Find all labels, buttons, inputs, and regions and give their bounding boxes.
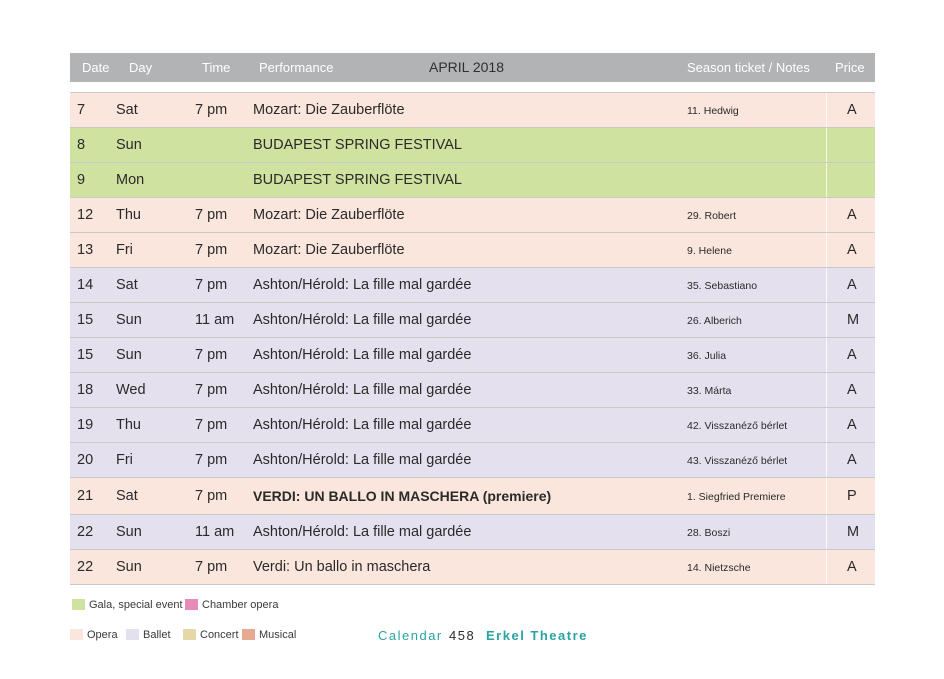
performance-cell: Ashton/Hérold: La fille mal gardée (253, 452, 472, 468)
note-cell: 35. Sebastiano (687, 280, 758, 292)
header-month: APRIL 2018 (429, 59, 504, 75)
legend-opera: Opera (87, 629, 118, 641)
table-header (70, 53, 875, 82)
time-cell: 7 pm (195, 207, 228, 223)
legend-gala: Gala, special event (89, 599, 183, 611)
price-cell: A (847, 452, 857, 468)
price-cell: M (847, 524, 860, 540)
day-cell: Fri (116, 242, 133, 258)
price-column-divider (826, 268, 827, 302)
date-cell: 12 (77, 207, 94, 223)
price-cell: A (847, 417, 857, 433)
table-row (70, 128, 875, 163)
note-cell: 11. Hedwig (687, 105, 739, 117)
date-cell: 8 (77, 137, 86, 153)
performance-cell: BUDAPEST SPRING FESTIVAL (253, 172, 462, 188)
header-date: Date (82, 60, 110, 75)
time-cell: 7 pm (195, 417, 228, 433)
time-cell: 7 pm (195, 277, 228, 293)
time-cell: 7 pm (195, 102, 228, 118)
price-column-divider (826, 373, 827, 407)
footer-section: Calendar (378, 628, 443, 643)
price-cell: M (847, 312, 860, 328)
date-cell: 15 (77, 312, 94, 328)
date-cell: 9 (77, 172, 86, 188)
day-cell: Sun (116, 559, 142, 575)
day-cell: Sun (116, 137, 142, 153)
date-cell: 22 (77, 559, 94, 575)
table-row (70, 338, 875, 373)
performance-cell: Ashton/Hérold: La fille mal gardée (253, 347, 472, 363)
date-cell: 13 (77, 242, 94, 258)
date-cell: 7 (77, 102, 86, 118)
performance-cell: Ashton/Hérold: La fille mal gardée (253, 277, 472, 293)
note-cell: 1. Siegfried Premiere (687, 491, 786, 503)
day-cell: Sun (116, 312, 142, 328)
note-cell: 43. Visszanéző bérlet (687, 455, 788, 467)
price-column-divider (826, 550, 827, 584)
legend-musical: Musical (259, 629, 297, 641)
date-cell: 20 (77, 452, 94, 468)
header-day: Day (129, 60, 153, 75)
price-column-divider (826, 163, 827, 197)
performance-cell: Mozart: Die Zauberflöte (253, 242, 405, 258)
performance-cell: Ashton/Hérold: La fille mal gardée (253, 417, 472, 433)
note-cell: 14. Nietzsche (687, 562, 751, 574)
price-column-divider (826, 128, 827, 162)
ballet-swatch (126, 629, 139, 640)
day-cell: Fri (116, 452, 133, 468)
table-row (70, 303, 875, 338)
price-column-divider (826, 303, 827, 337)
table-row (70, 93, 875, 128)
performance-cell: BUDAPEST SPRING FESTIVAL (253, 137, 462, 153)
time-cell: 7 pm (195, 559, 228, 575)
note-cell: 36. Julia (687, 350, 727, 362)
time-cell: 7 pm (195, 347, 228, 363)
date-cell: 21 (77, 488, 94, 504)
price-column-divider (826, 515, 827, 549)
price-column-divider (826, 93, 827, 127)
performance-cell: Mozart: Die Zauberflöte (253, 102, 405, 118)
day-cell: Mon (116, 172, 145, 188)
price-column-divider (826, 233, 827, 267)
day-cell: Thu (116, 207, 141, 223)
header-price: Price (835, 60, 865, 75)
day-cell: Sat (116, 488, 138, 504)
footer-theatre: Erkel Theatre (486, 628, 588, 643)
table-row (70, 233, 875, 268)
price-cell: A (847, 207, 857, 223)
legend-ballet: Ballet (143, 629, 171, 641)
day-cell: Thu (116, 417, 141, 433)
price-column-divider (826, 338, 827, 372)
time-cell: 11 am (195, 524, 235, 540)
table-row (70, 198, 875, 233)
performance-cell: Ashton/Hérold: La fille mal gardée (253, 382, 472, 398)
price-column-divider (826, 478, 827, 514)
note-cell: 33. Márta (687, 385, 732, 397)
time-cell: 7 pm (195, 242, 228, 258)
price-cell: A (847, 102, 857, 118)
day-cell: Sun (116, 347, 142, 363)
header-time: Time (202, 60, 231, 75)
table-row (70, 408, 875, 443)
price-cell: A (847, 559, 857, 575)
date-cell: 19 (77, 417, 94, 433)
table-row (70, 515, 875, 550)
day-cell: Sat (116, 277, 138, 293)
table-row (70, 443, 875, 478)
date-cell: 15 (77, 347, 94, 363)
price-cell: A (847, 242, 857, 258)
performance-cell: Ashton/Hérold: La fille mal gardée (253, 312, 472, 328)
header-notes: Season ticket / Notes (687, 60, 810, 75)
gala-swatch (72, 599, 85, 610)
table-row (70, 373, 875, 408)
time-cell: 7 pm (195, 452, 228, 468)
price-cell: A (847, 382, 857, 398)
time-cell: 7 pm (195, 382, 228, 398)
table-row (70, 268, 875, 303)
note-cell: 29. Robert (687, 210, 737, 222)
note-cell: 26. Alberich (687, 315, 742, 327)
footer-page-number: 458 (449, 628, 476, 643)
opera-swatch (70, 629, 83, 640)
legend-chamber: Chamber opera (202, 599, 279, 611)
time-cell: 7 pm (195, 488, 228, 504)
time-cell: 11 am (195, 312, 235, 328)
date-cell: 14 (77, 277, 94, 293)
date-cell: 22 (77, 524, 94, 540)
table-row (70, 550, 875, 585)
performance-cell: Mozart: Die Zauberflöte (253, 207, 405, 223)
price-cell: A (847, 277, 857, 293)
concert-swatch (183, 629, 196, 640)
performance-cell: Verdi: Un ballo in maschera (253, 559, 431, 575)
day-cell: Sat (116, 102, 138, 118)
legend-concert: Concert (200, 629, 239, 641)
price-cell: P (847, 488, 857, 504)
note-cell: 42. Visszanéző bérlet (687, 420, 788, 432)
musical-swatch (242, 629, 255, 640)
table-row (70, 163, 875, 198)
note-cell: 28. Boszi (687, 527, 731, 539)
performance-cell: Ashton/Hérold: La fille mal gardée (253, 524, 472, 540)
price-cell: A (847, 347, 857, 363)
performance-cell: VERDI: UN BALLO IN MASCHERA (premiere) (253, 488, 552, 504)
price-column-divider (826, 443, 827, 477)
chamber-swatch (185, 599, 198, 610)
day-cell: Wed (116, 382, 146, 398)
date-cell: 18 (77, 382, 94, 398)
price-column-divider (826, 408, 827, 442)
header-performance: Performance (259, 60, 334, 75)
day-cell: Sun (116, 524, 142, 540)
note-cell: 9. Helene (687, 245, 732, 257)
table-row (70, 478, 875, 515)
price-column-divider (826, 198, 827, 232)
